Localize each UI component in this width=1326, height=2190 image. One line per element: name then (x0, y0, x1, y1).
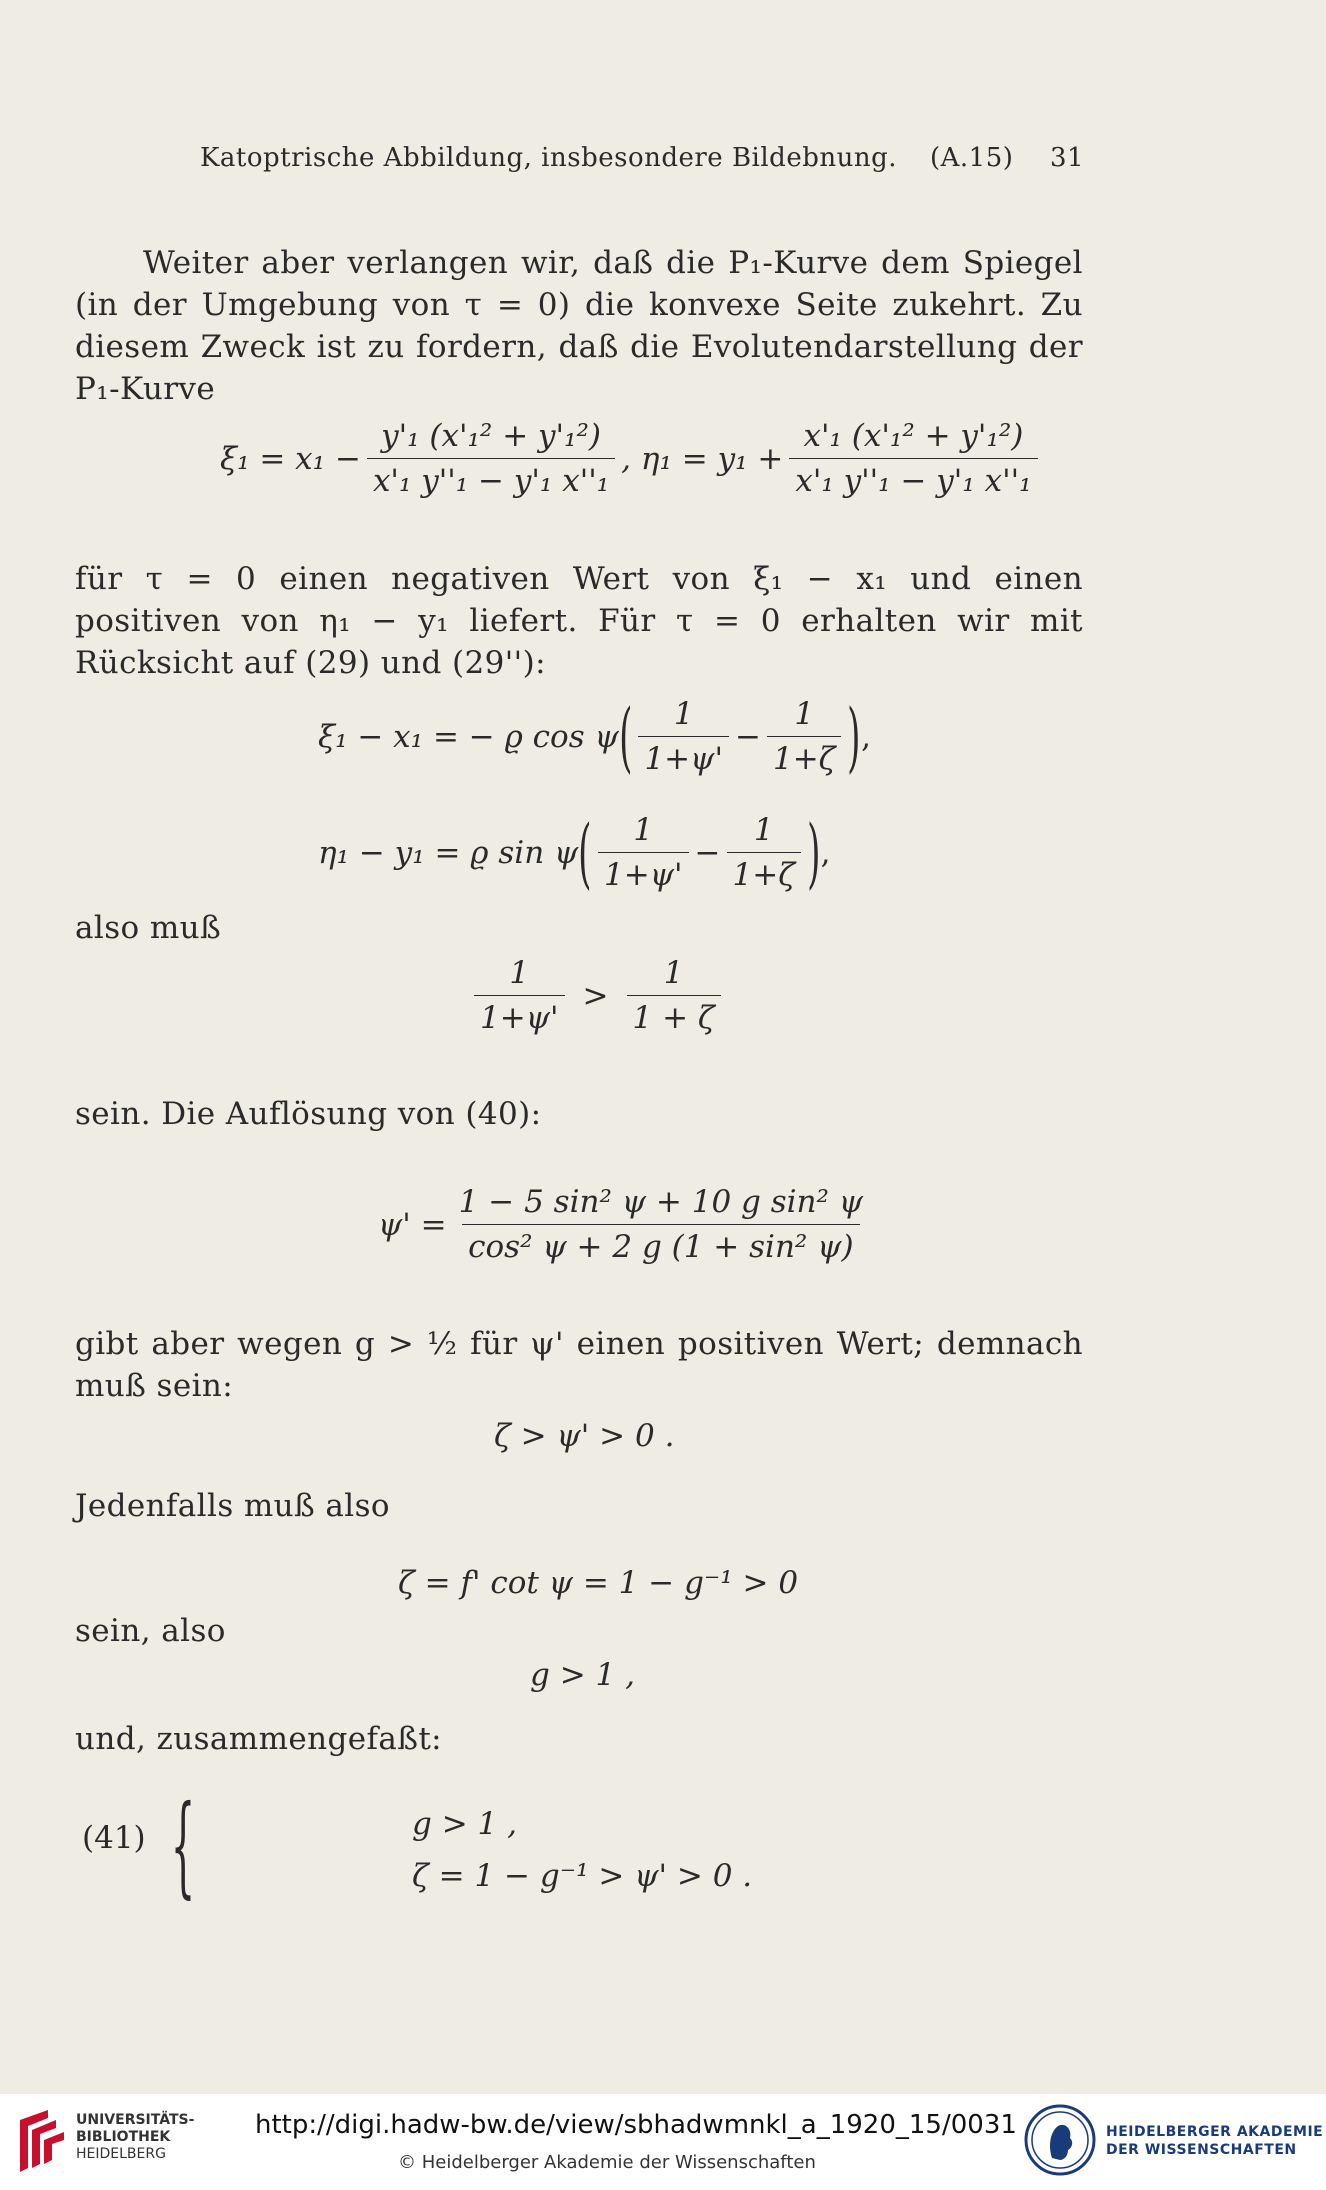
minus-sign: − (734, 718, 761, 755)
eta-numerator: x'₁ (x'₁² + y'₁²) (803, 418, 1024, 454)
psi-fraction (453, 1184, 869, 1265)
paragraph-3 (75, 907, 1083, 949)
comma: , (820, 834, 831, 871)
xi-fraction (367, 418, 615, 499)
eta-fraction (789, 418, 1037, 499)
equation-g-greater-one: g > 1 , (530, 1657, 635, 1693)
system-line-1: g > 1 , (412, 1806, 517, 1842)
footer-bar (0, 2094, 1326, 2190)
equation-zeta-definition: ζ = f' cot ψ = 1 − g⁻¹ > 0 (398, 1565, 799, 1601)
denominator-psi: 1+ψ' (598, 852, 689, 893)
dxi-lhs: ξ₁ − x₁ = − ϱ cos ψ (318, 718, 619, 755)
xi-numerator: y'₁ (x'₁² + y'₁²) (381, 418, 602, 454)
comma: , (861, 718, 871, 755)
document-url-link[interactable]: http://digi.hadw-bw.de/view/sbhadwmnkl_a_1920_15/0031 (255, 2110, 1017, 2140)
academy-name (1106, 2123, 1323, 2159)
academy-line-1: HEIDELBERGER AKADEMIE (1106, 2124, 1324, 2140)
library-name (76, 2112, 194, 2163)
paragraph-8-text: und, zusammengefaßt: (75, 1721, 443, 1757)
copyright-notice: © Heidelberger Akademie der Wissenschaften (398, 2152, 816, 2173)
paragraph-2 (75, 558, 1083, 684)
library-mark-icon (14, 2106, 70, 2178)
fraction-psi (474, 955, 565, 1036)
denominator-psi: 1+ψ' (474, 995, 565, 1036)
academy-line-2: DER WISSENSCHAFTEN (1106, 2142, 1297, 2158)
denominator-zeta: 1+ζ (727, 852, 802, 893)
greater-than: > (582, 977, 609, 1014)
section-label: (A.15) (930, 143, 1014, 173)
system-line-2: ζ = 1 − g⁻¹ > ψ' > 0 . (412, 1858, 753, 1894)
fraction-zeta (727, 812, 802, 893)
eta-lhs: , η₁ = y₁ + (621, 440, 784, 477)
equation-zeta-inequality: ζ > ψ' > 0 . (494, 1418, 675, 1454)
denominator-zeta: 1+ζ (767, 736, 842, 777)
eta-denominator: x'₁ y''₁ − y'₁ x''₁ (789, 458, 1037, 499)
equation-number-41: (41) (82, 1820, 146, 1856)
curly-brace: { (170, 1781, 196, 1909)
xi-denominator: x'₁ y''₁ − y'₁ x''₁ (367, 458, 615, 499)
paragraph-1-text: Weiter aber verlangen wir, daß die P₁-Kurve dem Spiegel (in der Umgebung von τ = 0) die konvexe Seite zukehrt. Zu diesem Zweck ist zu fordern, daß die Evolutendarstellung der P₁-Kurve (75, 245, 1083, 407)
fraction-psi (598, 812, 689, 893)
equation-psi-prime (378, 1184, 875, 1265)
paragraph-1 (75, 242, 1083, 410)
paragraph-7 (75, 1610, 1083, 1652)
paragraph-6-text: Jedenfalls muß also (75, 1488, 390, 1524)
psi-lhs: ψ' = (378, 1206, 447, 1243)
paragraph-3-text: also muß (75, 910, 222, 946)
paragraph-5 (75, 1323, 1083, 1407)
deta-lhs: η₁ − y₁ = ϱ sin ψ (318, 834, 579, 871)
xi-lhs: ξ₁ = x₁ − (220, 440, 361, 477)
fraction-zeta (627, 955, 721, 1036)
minus-sign: − (694, 834, 721, 871)
equation-evolute (220, 418, 1044, 499)
academy-seal-icon[interactable] (1022, 2102, 1098, 2178)
numerator-one: 1 (673, 696, 694, 732)
running-title: Katoptrische Abbildung, insbesondere Bildebnung. (200, 143, 898, 173)
left-paren: ( (578, 807, 592, 897)
paragraph-4-text: sein. Die Auflösung von (40): (75, 1096, 542, 1132)
equation-xi-difference (318, 691, 871, 781)
numerator-one: 1 (794, 696, 815, 732)
paragraph-4 (75, 1093, 1083, 1135)
paragraph-5-text: gibt aber wegen g > ½ für ψ' einen positiven Wert; demnach muß sein: (75, 1326, 1083, 1404)
paragraph-7-text: sein, also (75, 1613, 226, 1649)
numerator-one: 1 (633, 812, 654, 848)
denominator-zeta: 1 + ζ (627, 995, 721, 1036)
library-line-2: BIBLIOTHEK (76, 2129, 171, 2145)
equation-eta-difference (318, 807, 831, 897)
fraction-zeta (767, 696, 842, 777)
fraction-psi (638, 696, 729, 777)
psi-numerator: 1 − 5 sin² ψ + 10 g sin² ψ (458, 1184, 864, 1220)
page-number: 31 (1050, 143, 1085, 173)
equation-inequality (468, 955, 727, 1036)
numerator-one: 1 (663, 955, 684, 991)
right-paren: ) (807, 807, 821, 897)
paragraph-8 (75, 1718, 1083, 1760)
paragraph-6 (75, 1485, 1083, 1527)
denominator-psi: 1+ψ' (638, 736, 729, 777)
library-line-3: HEIDELBERG (76, 2146, 166, 2162)
numerator-one: 1 (509, 955, 530, 991)
numerator-one: 1 (753, 812, 774, 848)
paragraph-2-text: für τ = 0 einen negativen Wert von ξ₁ − x₁ und einen positiven von η₁ − y₁ liefert. Für τ = 0 erhalten wir mit Rücksicht auf (29) und (29''): (75, 561, 1083, 681)
left-paren: ( (618, 691, 633, 781)
right-paren: ) (847, 691, 861, 781)
psi-denominator: cos² ψ + 2 g (1 + sin² ψ) (462, 1224, 859, 1265)
university-library-logo[interactable] (14, 2106, 195, 2178)
library-line-1: UNIVERSITÄTS- (76, 2112, 195, 2128)
